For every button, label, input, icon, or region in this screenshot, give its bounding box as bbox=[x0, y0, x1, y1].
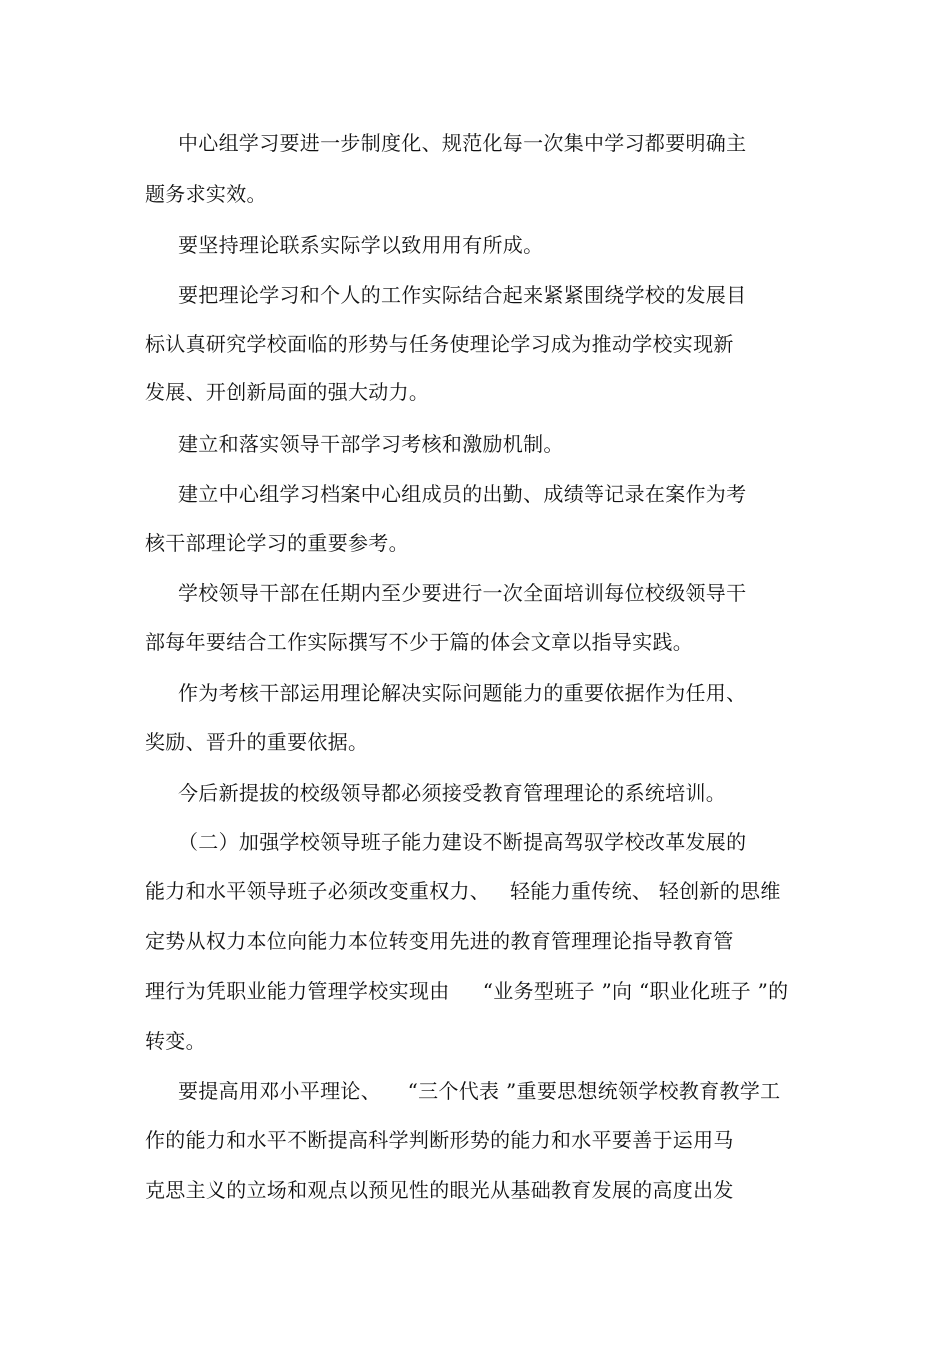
paragraph-line: 能力和水平领导班子必须改变重权力、 轻能力重传统、 轻创新的思维 bbox=[145, 879, 781, 903]
paragraph-line: 作的能力和水平不断提高科学判断形势的能力和水平要善于运用马 bbox=[145, 1128, 734, 1152]
paragraph-line: 核干部理论学习的重要参考。 bbox=[145, 531, 409, 555]
paragraph-line: 要把理论学习和个人的工作实际结合起来紧紧围绕学校的发展目 bbox=[178, 283, 747, 307]
paragraph-line: 题务求实效。 bbox=[145, 182, 267, 206]
paragraph-line: 理行为凭职业能力管理学校实现由 “业务型班子 ”向 “职业化班子 ”的 bbox=[145, 979, 789, 1003]
paragraph-line: 今后新提拔的校级领导都必须接受教育管理理论的系统培训。 bbox=[178, 781, 727, 805]
paragraph-line: 要坚持理论联系实际学以致用用有所成。 bbox=[178, 233, 544, 257]
paragraph-line: （二）加强学校领导班子能力建设不断提高驾驭学校改革发展的 bbox=[178, 830, 747, 854]
paragraph-line: 学校领导干部在任期内至少要进行一次全面培训每位校级领导干 bbox=[178, 581, 747, 605]
paragraph-line: 标认真研究学校面临的形势与任务使理论学习成为推动学校实现新 bbox=[145, 332, 734, 356]
paragraph-line: 定势从权力本位向能力本位转变用先进的教育管理理论指导教育管 bbox=[145, 929, 734, 953]
paragraph-line: 部每年要结合工作实际撰写不少于篇的体会文章以指导实践。 bbox=[145, 630, 694, 654]
paragraph-line: 要提高用邓小平理论、 “三个代表 ”重要思想统领学校教育教学工 bbox=[178, 1079, 781, 1103]
paragraph-line: 建立中心组学习档案中心组成员的出勤、成绩等记录在案作为考 bbox=[178, 482, 747, 506]
paragraph-line: 发展、开创新局面的强大动力。 bbox=[145, 380, 430, 404]
paragraph-line: 作为考核干部运用理论解决实际问题能力的重要依据作为任用、 bbox=[178, 681, 747, 705]
paragraph-line: 转变。 bbox=[145, 1029, 206, 1053]
paragraph-line: 奖励、晋升的重要依据。 bbox=[145, 730, 369, 754]
paragraph-line: 克思主义的立场和观点以预见性的眼光从基础教育发展的高度出发 bbox=[145, 1178, 734, 1202]
paragraph-line: 中心组学习要进一步制度化、规范化每一次集中学习都要明确主 bbox=[178, 131, 747, 155]
paragraph-line: 建立和落实领导干部学习考核和激励机制。 bbox=[178, 432, 564, 456]
